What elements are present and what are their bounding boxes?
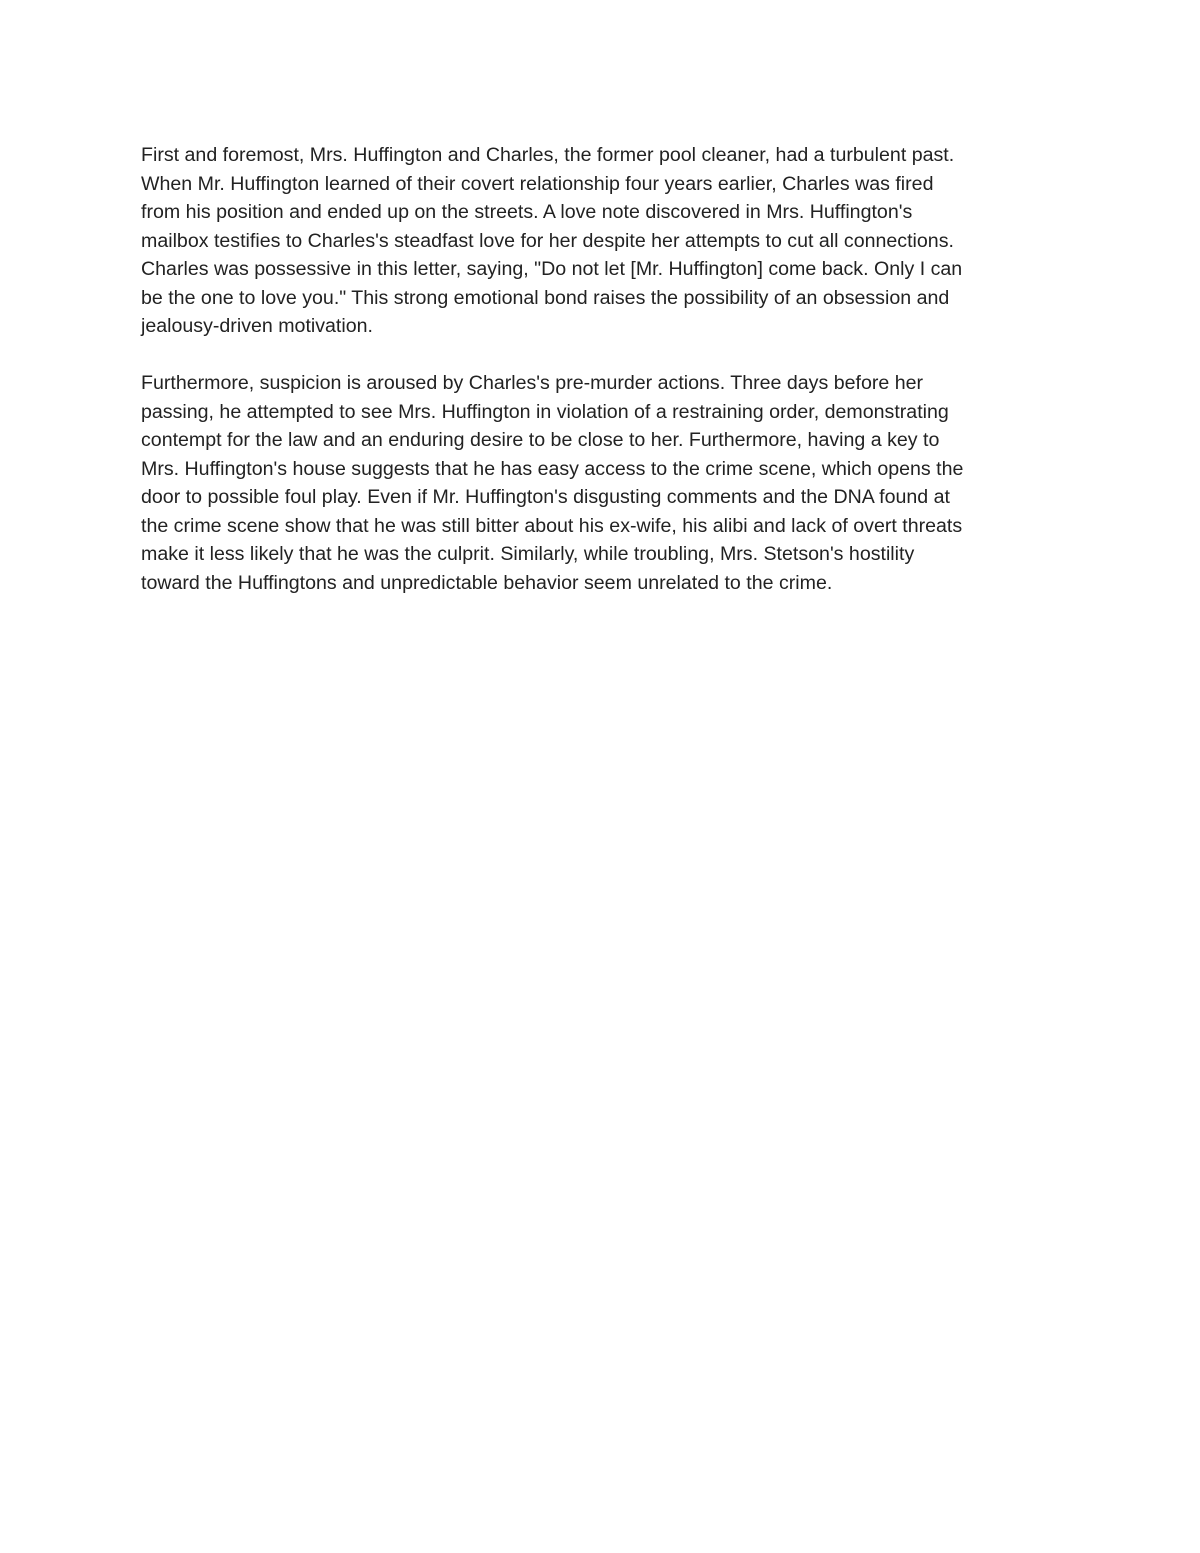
text-line: toward the Huffingtons and unpredictable behavior seem unrelated to the crime. <box>141 571 833 594</box>
text-line: First and foremost, Mrs. Huffington and Charles, the former pool cleaner, had a turbulent past. <box>141 144 955 166</box>
paragraph-1 <box>141 141 1061 341</box>
document-body <box>141 141 1061 597</box>
text-line: passing, he attempted to see Mrs. Huffington in violation of a restraining order, demonstrating <box>141 400 949 423</box>
text-line: jealousy-driven motivation. <box>141 315 373 337</box>
text-line: Furthermore, suspicion is aroused by Charles's pre-murder actions. Three days before her <box>141 372 924 394</box>
text-line: When Mr. Huffington learned of their covert relationship four years earlier, Charles was fired <box>141 172 934 195</box>
text-line: Mrs. Huffington's house suggests that he has easy access to the crime scene, which opens the <box>141 457 964 480</box>
text-line: make it less likely that he was the culprit. Similarly, while troubling, Mrs. Stetson's hostility <box>141 543 915 565</box>
text-line: mailbox testifies to Charles's steadfast love for her despite her attempts to cut all connections. <box>141 229 954 252</box>
text-line: contempt for the law and an enduring desire to be close to her. Furthermore, having a key to <box>141 429 940 451</box>
paragraph-2 <box>141 369 1061 597</box>
text-line: Charles was possessive in this letter, saying, "Do not let [Mr. Huffington] come back. Only I can <box>141 258 963 280</box>
text-line: door to possible foul play. Even if Mr. Huffington's disgusting comments and the DNA found at <box>141 486 950 508</box>
text-line: the crime scene show that he was still bitter about his ex-wife, his alibi and lack of overt threats <box>141 514 963 537</box>
text-line: from his position and ended up on the streets. A love note discovered in Mrs. Huffington's <box>141 201 913 223</box>
text-line: be the one to love you." This strong emotional bond raises the possibility of an obsession and <box>141 286 950 309</box>
